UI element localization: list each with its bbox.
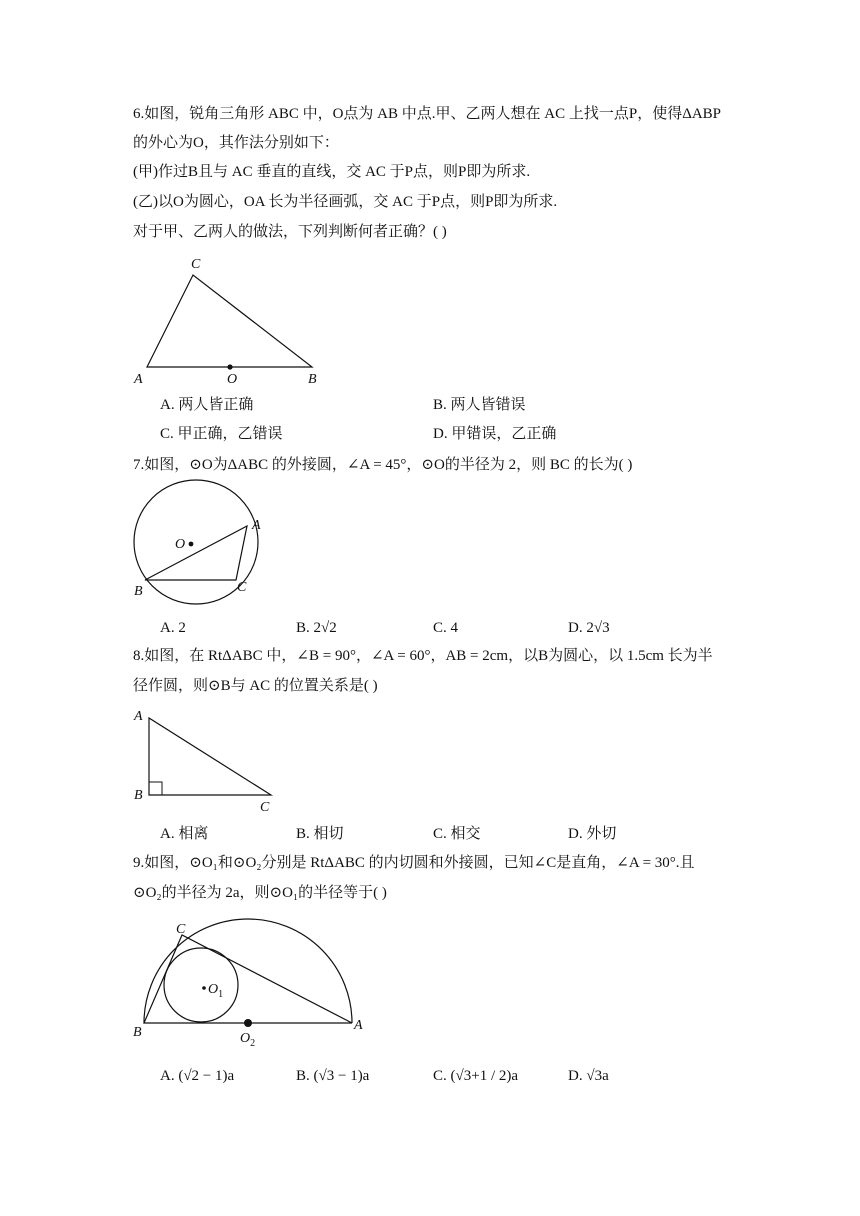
q7-option-d[interactable]: D. 2√3: [568, 620, 610, 636]
q9-option-c[interactable]: C. (√3+1 / 2)a: [433, 1068, 519, 1084]
q9-label-a: A: [354, 1018, 363, 1033]
q6-option-a[interactable]: A. 两人皆正确: [160, 397, 254, 413]
q8-figure: [125, 700, 285, 820]
q9-label-c: C: [176, 922, 186, 937]
q8-line-2: 径作圆，则⊙B与 AC 的位置关系是( ): [133, 678, 378, 694]
q9-point-o2: [244, 1019, 252, 1027]
q6-line-4: (乙)以O为圆心，OA 长为半径画弧，交 AC 于P点，则P即为所求.: [133, 194, 558, 210]
q9-label-o2-sub: 2: [250, 1038, 256, 1049]
q6-figure: [125, 250, 335, 390]
q6-line-3: (甲)作过B且与 AC 垂直的直线，交 AC 于P点，则P即为所求.: [133, 164, 531, 180]
q6-option-d[interactable]: D. 甲错误，乙正确: [433, 426, 557, 442]
q9-option-b[interactable]: B. (√3 − 1)a: [296, 1068, 370, 1084]
q6-option-b[interactable]: B. 两人皆错误: [433, 397, 526, 413]
q8-line-1: 8.如图，在 RtΔABC 中，∠B = 90°，∠A = 60°，AB = 2cm，以B为圆心，以 1.5cm 长为半: [133, 648, 713, 664]
q7-triangle: [145, 526, 247, 580]
q7-label-c: C: [237, 580, 247, 595]
q7-option-c[interactable]: C. 4: [433, 620, 459, 636]
q6-point-o: [227, 364, 232, 369]
q9-point-o1: [202, 986, 206, 990]
q8-option-b[interactable]: B. 相切: [296, 826, 344, 842]
q7-line-1: 7.如图，⊙O为ΔABC 的外接圆，∠A = 45°，⊙O的半径为 2，则 BC 的长为( ): [133, 457, 633, 473]
q6-label-a: A: [134, 372, 143, 387]
q9-option-a[interactable]: A. (√2 − 1)a: [160, 1068, 235, 1084]
q6-line-2: 的外心为O，其作法分别如下：: [133, 135, 339, 151]
q8-label-b: B: [134, 788, 143, 803]
q8-right-angle-mark: [149, 782, 162, 795]
q9-line-1: 9.如图，⊙O₁和⊙O₂分别是 RtΔABC 的内切圆和外接圆，已知∠C是直角，∠A = 30°.且: [133, 855, 695, 871]
q6-line-1: 6.如图，锐角三角形 ABC 中，O点为 AB 中点.甲、乙两人想在 AC 上找一点P，使得ΔABP: [133, 106, 722, 122]
q9-label-o2: [240, 1031, 255, 1049]
q9-figure: [125, 905, 375, 1050]
q6-label-o: O: [227, 372, 238, 387]
q8-option-c[interactable]: C. 相交: [433, 826, 481, 842]
q7-figure: [125, 478, 275, 608]
q9-incircle: [164, 948, 238, 1022]
q9-label-o2-letter: O: [240, 1031, 251, 1046]
q9-line-2: ⊙O₂的半径为 2a，则⊙O₁的半径等于( ): [133, 885, 387, 901]
q9-label-o1-letter: O: [208, 982, 219, 997]
q6-option-c[interactable]: C. 甲正确，乙错误: [160, 426, 283, 442]
q9-option-d[interactable]: D. √3a: [568, 1068, 609, 1084]
q9-label-o1-sub: 1: [218, 989, 224, 1000]
q6-triangle: [147, 275, 312, 367]
q6-line-5: 对于甲、乙两人的做法，下列判断何者正确？( ): [133, 224, 447, 240]
q7-label-b: B: [134, 584, 143, 599]
q6-label-b: B: [308, 372, 317, 387]
q7-label-a: A: [252, 518, 261, 533]
q7-label-o: O: [175, 537, 186, 552]
q8-triangle: [149, 718, 271, 795]
q7-option-b[interactable]: B. 2√2: [296, 620, 337, 636]
q9-label-b: B: [133, 1025, 142, 1040]
q7-option-a[interactable]: A. 2: [160, 620, 186, 636]
q8-label-c: C: [260, 800, 270, 815]
q8-option-d[interactable]: D. 外切: [568, 826, 617, 842]
q6-label-c: C: [191, 257, 201, 272]
q8-label-a: A: [134, 709, 143, 724]
q7-point-o: [189, 542, 194, 547]
q8-option-a[interactable]: A. 相离: [160, 826, 209, 842]
q9-label-o1: [208, 982, 223, 1000]
